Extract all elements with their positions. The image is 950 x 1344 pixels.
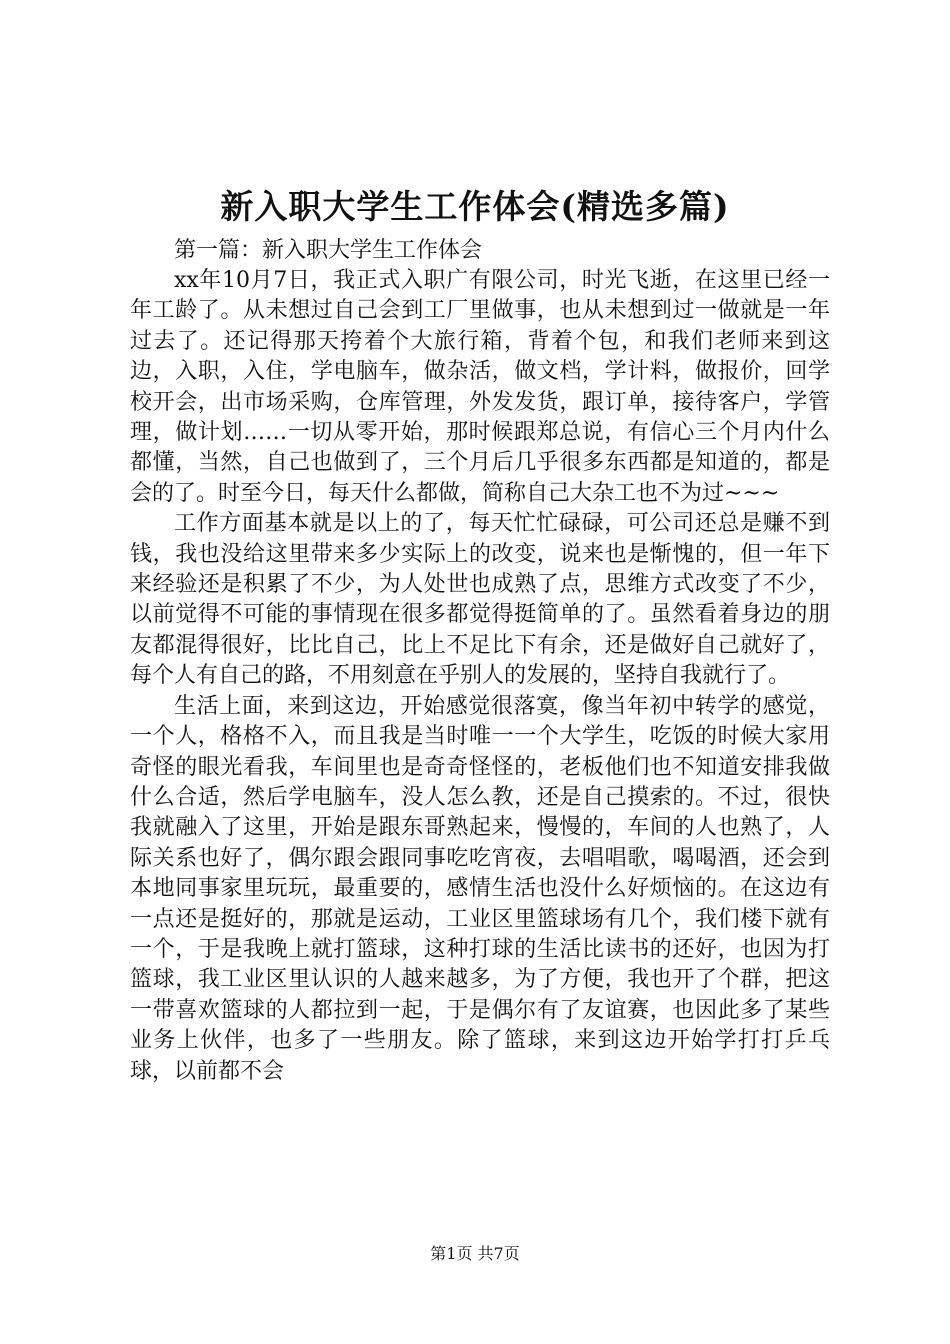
paragraph-2: 工作方面基本就是以上的了，每天忙忙碌碌，可公司还总是赚不到钱，我也没给这里带来多少实际上的改变，说来也是惭愧的，但一年下来经验还是积累了不少，为人处世也成熟了点，思维方式改变了不少，以前觉得不可能的事情现在很多都觉得挺简单的了。虽然看着身边的朋友都混得很好，比比自己，比上不足比下有余，还是做好自己就好了，每个人有自己的路，不用刻意在乎别人的发展的，坚持自我就行了。 [130,511,830,689]
document-body [130,236,830,1087]
paragraph-3: 生活上面，来到这边，开始感觉很落寞，像当年初中转学的感觉，一个人，格格不入，而且我是当时唯一一个大学生，吃饭的时候大家用奇怪的眼光看我，车间里也是奇奇怪怪的，老板他们也不知道安排我做什么合适，然后学电脑车，没人怎么教，还是自己摸索的。不过，很快我就融入了这里，开始是跟东哥熟起来，慢慢的，车间的人也熟了，人际关系也好了，偶尔跟会跟同事吃吃宵夜，去唱唱歌，喝喝酒，还会到本地同事家里玩玩，最重要的，感情生活也没什么好烦恼的。在这边有一点还是挺好的，那就是运动，工业区里篮球场有几个，我们楼下就有一个，于是我晚上就打篮球，这种打球的生活比读书的还好，也因为打篮球，我工业区里认识的人越来越多，为了方便，我也开了个群，把这一带喜欢篮球的人都拉到一起，于是偶尔有了友谊赛，也因此多了某些业务上伙伴，也多了一些朋友。除了篮球，来到这边开始学打打乒乓球，以前都不会 [130,693,830,1084]
document-title: 新入职大学生工作体会(精选多篇) [220,187,730,226]
paragraph-1: xx年10月7日，我正式入职广有限公司，时光飞逝，在这里已经一年工龄了。从未想过自己会到工厂里做事，也从未想到过一做就是一年过去了。还记得那天挎着个大旅行箱，背着个包，和我们老师来到这边，入职，入住，学电脑车，做杂活，做文档，学计料，做报价，回学校开会，出市场采购，仓库管理，外发发货，跟订单，接待客户，学管理，做计划……一切从零开始，那时候跟郑总说，有信心三个月内什么都懂，当然，自己也做到了，三个月后几乎很多东西都是知道的，都是会的了。时至今日，每天什么都做，简称自己大杂工也不为过~~~ [130,268,830,506]
page-footer: 第1页 共7页 [430,1244,520,1263]
section-heading: 第一篇：新入职大学生工作体会 [174,238,483,263]
